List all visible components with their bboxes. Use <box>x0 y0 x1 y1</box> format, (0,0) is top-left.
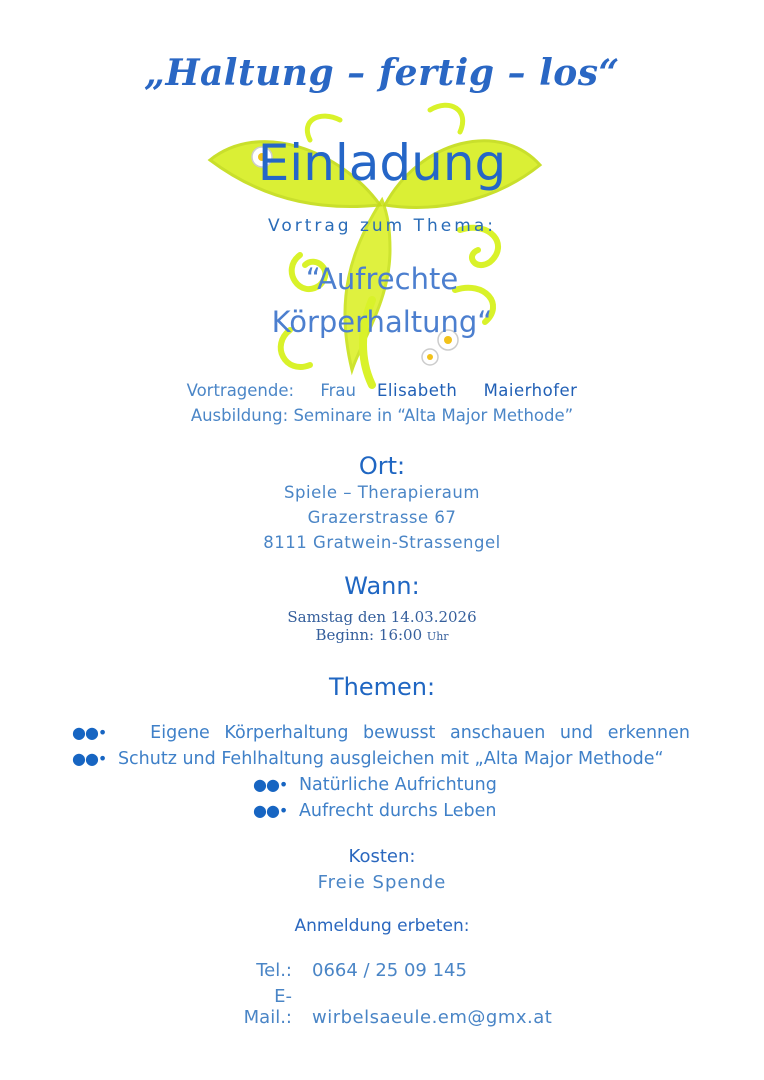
list-item <box>253 801 496 821</box>
location-heading: Ort: <box>358 452 406 480</box>
theme-item-2: Schutz und Fehlhaltung ausgleichen mit „Alta Major Methode“ <box>117 749 664 769</box>
talk-subtitle: Vortrag zum Thema: <box>268 216 496 236</box>
costs-value: Freie Spende <box>317 872 447 893</box>
bullet-dots-icon: ●●• <box>253 801 288 820</box>
bullet-dots-icon: ●●• <box>72 723 107 742</box>
costs-heading: Kosten: <box>348 846 416 867</box>
theme-item-3: Natürliche Aufrichtung <box>298 775 497 795</box>
training-line: Ausbildung: Seminare in “Alta Major Methode” <box>190 406 574 425</box>
bullet-dots-icon: ●●• <box>72 749 107 768</box>
speaker-first-name: Elisabeth <box>376 381 458 400</box>
topic-line-2: Körperhaltung“ <box>271 305 493 339</box>
page-title: Einladung <box>257 134 507 192</box>
phone-label: Tel.: <box>256 960 292 981</box>
location-line-2: Grazerstrasse 67 <box>307 508 457 527</box>
email-label: E-Mail.: <box>243 986 292 1028</box>
speaker-line <box>0 381 764 400</box>
location-line-3: 8111 Gratwein-Strassengel <box>263 533 501 552</box>
registration-heading: Anmeldung erbeten: <box>294 916 470 936</box>
bullet-dots-icon: ●●• <box>253 775 288 794</box>
begin-time: 16:00 <box>378 626 423 644</box>
email-line <box>226 986 552 1028</box>
speaker-salutation: Frau <box>320 381 356 400</box>
phone-line <box>226 960 467 981</box>
speaker-label: Vortragende: <box>186 381 295 400</box>
motto-heading: „Haltung – fertig – los“ <box>144 52 620 94</box>
theme-item-1: Eigene Körperhaltung bewusst anschauen und erkennen <box>150 723 690 743</box>
when-heading: Wann: <box>344 572 420 600</box>
themes-heading: Themen: <box>328 673 436 701</box>
list-item <box>253 775 497 795</box>
event-begin <box>0 626 764 644</box>
email-address[interactable]: wirbelsaeule.em@gmx.at <box>312 1007 553 1028</box>
list-item <box>72 723 690 743</box>
speaker-last-name: Maierhofer <box>483 381 578 400</box>
begin-unit: Uhr <box>426 630 449 643</box>
theme-item-4: Aufrecht durchs Leben <box>298 801 497 821</box>
daisy-icon <box>422 349 438 365</box>
begin-label: Beginn: <box>315 626 375 644</box>
event-date: Samstag den 14.03.2026 <box>287 608 477 626</box>
topic-line-1: “Aufrechte <box>305 262 459 296</box>
phone-number[interactable]: 0664 / 25 09 145 <box>312 960 467 981</box>
location-line-1: Spiele – Therapieraum <box>284 483 480 502</box>
list-item <box>72 749 664 769</box>
